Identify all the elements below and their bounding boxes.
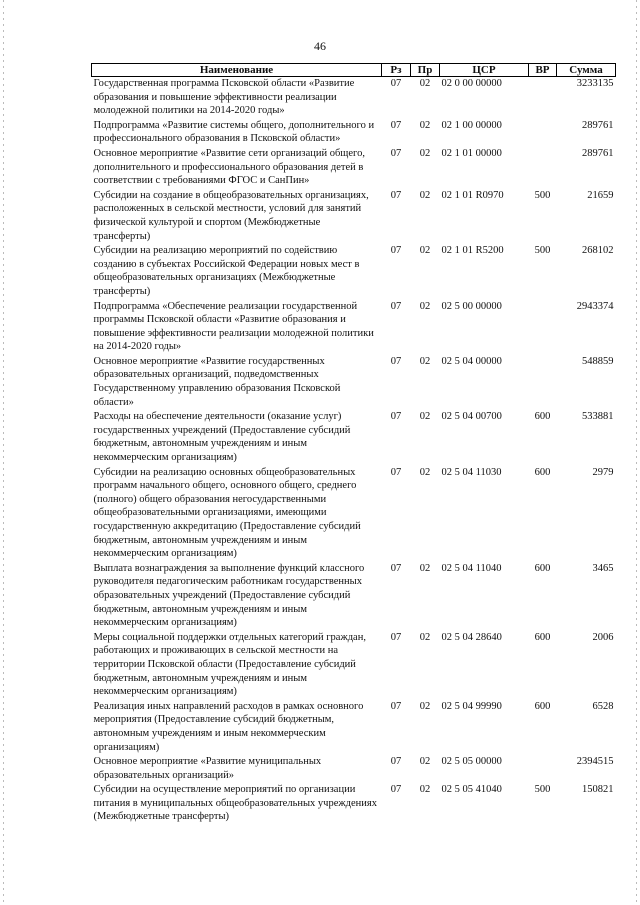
page-number: 46 (314, 39, 326, 53)
table-row (92, 562, 616, 631)
row-name: Субсидии на создание в общеобразовательных организациях, расположенных в сельской местности, условий для занятий физической культурой и спортом (Межбюджетные трансферты) (93, 189, 369, 242)
row-rz: 07 (390, 300, 402, 312)
table-row (92, 700, 616, 755)
table-row (92, 189, 616, 244)
row-pr: 02 (419, 700, 431, 712)
header-pr: Пр (411, 64, 440, 77)
row-sum: 289761 (582, 119, 614, 131)
table-row (92, 466, 616, 562)
table-row (92, 119, 616, 147)
header-vr: ВР (529, 64, 557, 77)
row-pr: 02 (419, 631, 431, 643)
row-csr: 02 0 00 00000 (441, 78, 502, 89)
scan-edge-left (3, 0, 4, 905)
row-vr: 500 (534, 784, 551, 796)
table-row (92, 631, 616, 700)
row-vr (529, 119, 557, 147)
table-row (92, 147, 616, 189)
row-sum: 2943374 (576, 300, 614, 312)
row-pr: 02 (419, 562, 431, 574)
row-rz: 07 (390, 784, 402, 796)
row-csr: 02 5 04 11040 (441, 562, 502, 574)
row-sum: 3465 (592, 562, 614, 574)
row-vr: 600 (534, 631, 551, 643)
row-csr: 02 5 00 00000 (441, 300, 502, 312)
row-rz: 07 (390, 78, 402, 89)
table-row (92, 300, 616, 355)
header-rz: Рз (382, 64, 411, 77)
row-sum: 21659 (587, 189, 614, 201)
row-csr: 02 1 01 00000 (441, 147, 502, 159)
row-rz: 07 (390, 631, 402, 643)
row-name: Выплата вознаграждения за выполнение функций классного руководителя педагогическим работникам государственных образовательных учреждений (Предоставление субсидий бюджетным, автономным учреждениям и иным некоммерческим организациям) (93, 562, 365, 629)
row-vr (529, 147, 557, 189)
table-body (92, 77, 616, 826)
row-pr: 02 (419, 784, 431, 796)
row-csr: 02 5 04 99990 (441, 700, 502, 712)
row-csr: 02 1 01 R5200 (441, 245, 504, 257)
row-rz: 07 (390, 562, 402, 574)
row-name: Субсидии на осуществление мероприятий по организации питания в муниципальных общеобразовательных учреждениях (Межбюджетные трансферты) (93, 784, 377, 823)
header-csr: ЦСР (440, 64, 529, 77)
row-csr: 02 5 04 00700 (441, 411, 502, 423)
row-pr: 02 (419, 466, 431, 478)
row-rz: 07 (390, 756, 402, 768)
row-vr (529, 77, 557, 119)
row-csr: 02 5 05 41040 (441, 784, 502, 796)
row-name: Субсидии на реализацию мероприятий по содействию созданию в субъектах Российской Федерации новых мест в общеобразовательных организациях (Межбюджетные трансферты) (93, 245, 360, 297)
row-name: Подпрограмма «Обеспечение реализации государственной программы Псковской области «Развитие образования и повышение эффективности реализации молодежной политики на 2014-2020 годы» (93, 300, 374, 353)
budget-table (91, 63, 616, 825)
row-sum: 533881 (582, 411, 614, 423)
row-pr: 02 (419, 300, 431, 312)
row-sum: 548859 (582, 355, 614, 367)
row-name: Основное мероприятие «Развитие сети организаций общего, дополнительного и профессионального образования детей в соответствии с требованиями ФГОС и СанПин» (93, 147, 365, 187)
row-vr: 600 (534, 466, 551, 478)
row-name: Государственная программа Псковской области «Развитие образования и повышение эффективности реализации молодежной политики на 2014-2020 годы» (93, 78, 355, 117)
row-sum: 6528 (592, 700, 614, 712)
row-vr: 600 (534, 562, 551, 574)
scan-edge-right (636, 0, 637, 905)
row-name: Меры социальной поддержки отдельных категорий граждан, работающих и проживающих в сельской местности на территории Псковской области (Предоставление субсидий бюджетным, автономным учреждениям и иным некоммерческим организациям) (93, 631, 366, 698)
row-sum: 2979 (592, 466, 614, 478)
row-pr: 02 (419, 756, 431, 768)
row-rz: 07 (390, 700, 402, 712)
row-rz: 07 (390, 466, 402, 478)
row-name: Основное мероприятие «Развитие государственных образовательных организаций, подведомственных Государственному управлению образования Псковской области» (93, 355, 341, 408)
table-row (92, 755, 616, 783)
row-vr: 500 (534, 189, 551, 201)
row-name: Основное мероприятие «Развитие муниципальных образовательных организаций» (93, 756, 322, 781)
row-rz: 07 (390, 245, 402, 257)
table-row (92, 355, 616, 410)
table-row (92, 783, 616, 825)
row-rz: 07 (390, 147, 402, 159)
row-pr: 02 (419, 147, 431, 159)
row-vr: 600 (534, 411, 551, 423)
row-sum: 3233135 (576, 78, 614, 89)
table-header-row (92, 64, 616, 77)
row-pr: 02 (419, 119, 431, 131)
header-sum: Сумма (557, 64, 616, 77)
row-sum: 2006 (592, 631, 614, 643)
row-name: Реализация иных направлений расходов в рамках основного мероприятия (Предоставление субсидий бюджетным, автономным учреждениям и иным некоммерческим организациям) (93, 700, 364, 753)
row-name: Расходы на обеспечение деятельности (оказание услуг) государственных учреждений (Предоставление субсидий бюджетным, автономным учреждениям и иным некоммерческим организациям) (93, 411, 351, 464)
row-rz: 07 (390, 411, 402, 423)
row-pr: 02 (419, 78, 431, 89)
row-pr: 02 (419, 411, 431, 423)
row-csr: 02 5 05 00000 (441, 756, 502, 768)
row-csr: 02 5 04 28640 (441, 631, 502, 643)
row-csr: 02 5 04 00000 (441, 355, 502, 367)
row-sum: 289761 (582, 147, 614, 159)
table-row (92, 410, 616, 465)
row-vr (529, 355, 557, 410)
row-vr (529, 300, 557, 355)
row-pr: 02 (419, 245, 431, 257)
row-csr: 02 1 00 00000 (441, 119, 502, 131)
row-vr: 500 (534, 245, 551, 257)
table-row (92, 77, 616, 119)
row-name: Подпрограмма «Развитие системы общего, дополнительного и профессионального образования в Псковской области» (93, 119, 375, 145)
row-rz: 07 (390, 189, 402, 201)
row-sum: 268102 (582, 245, 614, 257)
row-pr: 02 (419, 355, 431, 367)
row-name: Субсидии на реализацию основных общеобразовательных программ начального общего, основного общего, среднего (полного) общего образования негосударственными общеобразовательными организациями, имеющими государственную аккредитацию (Предоставление субсидий бюджетным, автономным учреждениям и иным некоммерческим организациям) (93, 466, 361, 560)
header-name: Наименование (92, 64, 382, 77)
row-rz: 07 (390, 355, 402, 367)
row-sum: 150821 (582, 784, 614, 796)
row-rz: 07 (390, 119, 402, 131)
row-sum: 2394515 (576, 756, 614, 768)
row-vr: 600 (534, 700, 551, 712)
row-pr: 02 (419, 189, 431, 201)
table-row (92, 244, 616, 299)
row-csr: 02 1 01 R0970 (441, 189, 504, 201)
row-csr: 02 5 04 11030 (441, 466, 502, 478)
row-vr (529, 755, 557, 783)
